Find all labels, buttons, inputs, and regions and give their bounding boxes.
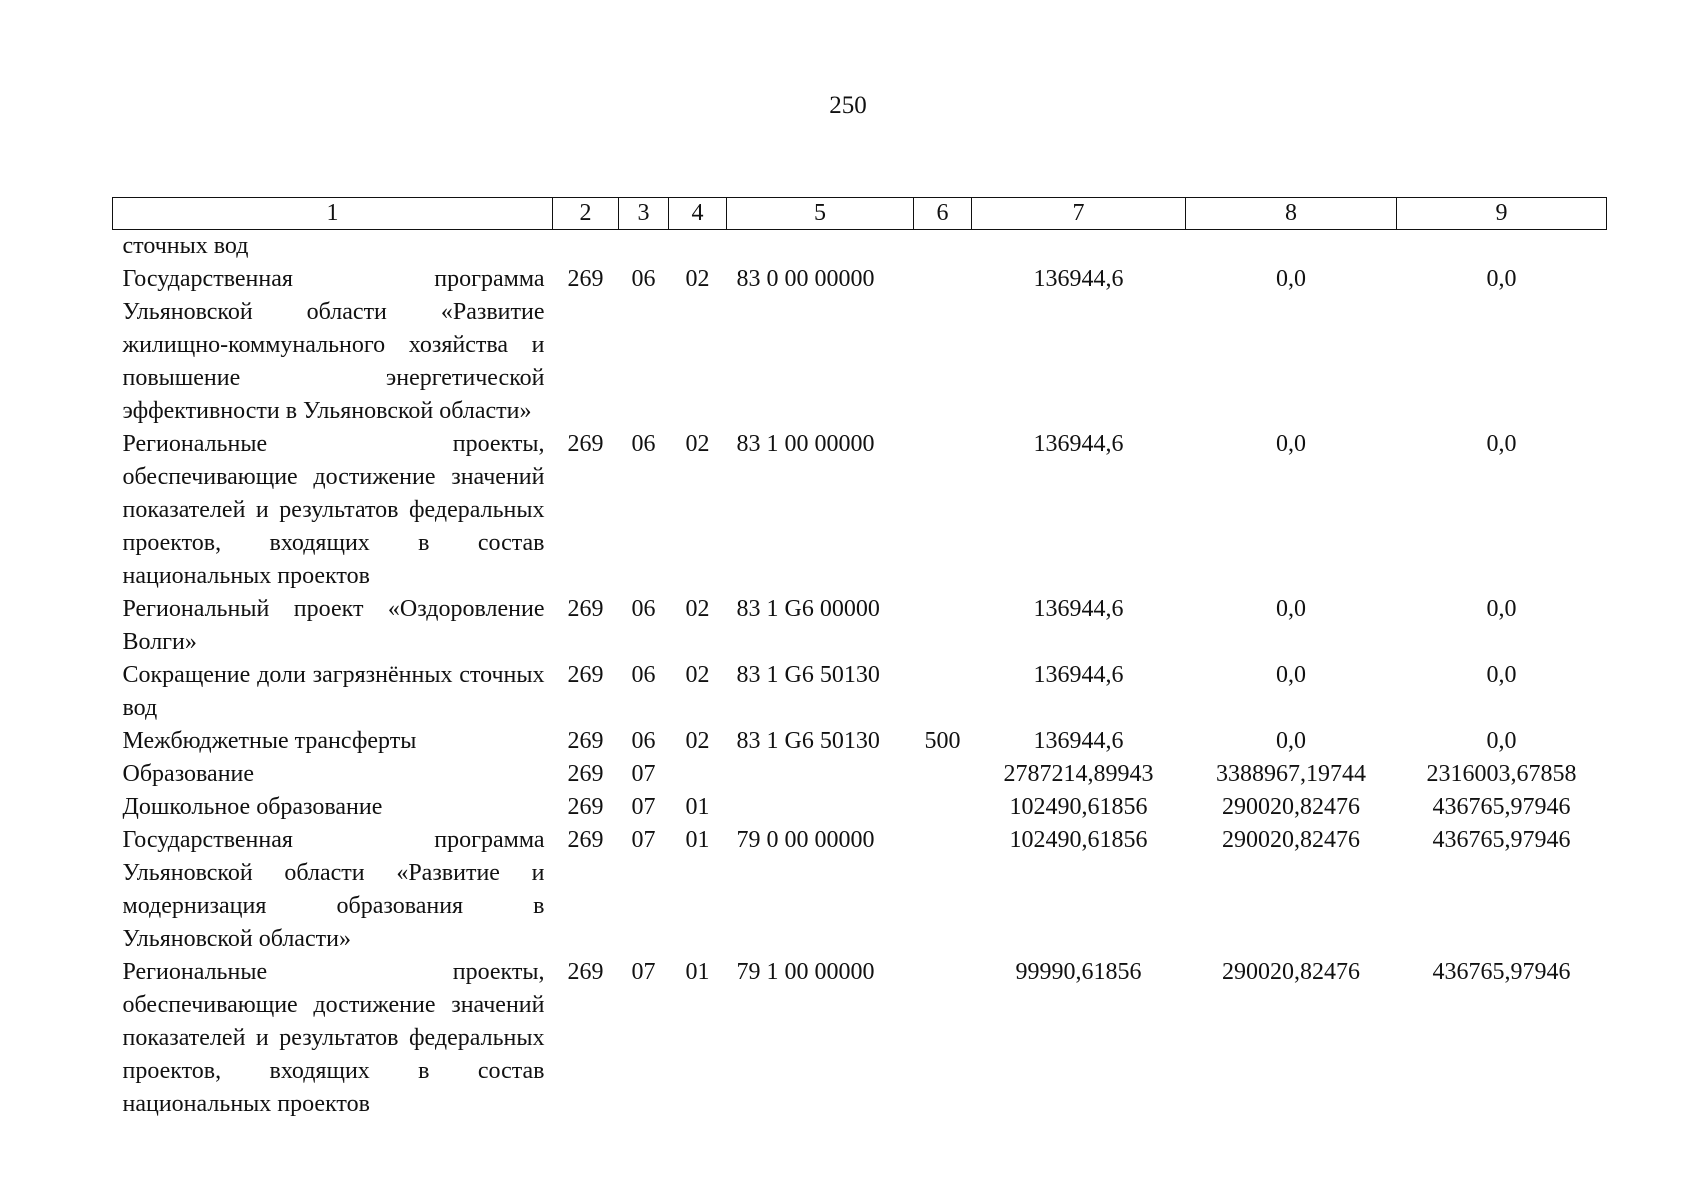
cell-expense-type <box>914 659 972 725</box>
cell-section-code: 06 <box>631 431 656 457</box>
cell-amount-col8: 290020,82476 <box>1222 827 1360 853</box>
cell-target-article <box>727 791 914 824</box>
table-row <box>113 593 1607 659</box>
table-row <box>113 263 1607 428</box>
cell-amount-col9: 0,0 <box>1486 662 1517 688</box>
cell-target-article <box>727 230 914 264</box>
cell-ministry-code: 269 <box>567 794 604 820</box>
page-number: 250 <box>829 92 867 119</box>
cell-amount-col9: 436765,97946 <box>1432 959 1571 985</box>
cell-amount-col7: 136944,6 <box>1033 662 1124 688</box>
row-name: Государственная программа Ульяновской области «Развитие и модернизация образования в Ульяновской области» <box>122 827 545 952</box>
row-name: Региональные проекты, обеспечивающие достижение значений показателей и результатов федеральных проектов, входящих в состав национальных проектов <box>122 431 545 589</box>
cell-amount-col8: 0,0 <box>1276 662 1306 688</box>
cell-target-article: 83 1 G6 50130 <box>736 662 880 688</box>
row-name: Государственная программа Ульяновской области «Развитие жилищно-коммунального хозяйства и повышение энергетической эффективности в Ульяновской области» <box>122 266 545 424</box>
cell-amount-col7: 136944,6 <box>1033 596 1124 622</box>
cell-amount-col9: 0,0 <box>1486 431 1517 457</box>
cell-target-article: 83 1 00 00000 <box>736 431 875 457</box>
cell-section-code: 06 <box>631 728 656 754</box>
budget-table <box>112 197 1607 1121</box>
cell-subsection-code: 02 <box>685 431 710 457</box>
budget-table-container <box>112 197 1606 1121</box>
cell-subsection-code: 02 <box>685 662 710 688</box>
cell-section-code: 07 <box>631 761 656 787</box>
cell-amount-col8: 3388967,19744 <box>1216 761 1366 787</box>
row-name: Региональные проекты, обеспечивающие достижение значений показателей и результатов федеральных проектов, входящих в состав национальных проектов <box>122 959 545 1117</box>
cell-amount-col7: 102490,61856 <box>1009 827 1148 853</box>
column-header-7: 7 <box>972 198 1186 230</box>
cell-target-article: 79 0 00 00000 <box>736 827 875 853</box>
cell-amount-col9: 436765,97946 <box>1432 827 1571 853</box>
cell-amount-col7: 102490,61856 <box>1009 794 1148 820</box>
column-header-1: 1 <box>113 198 553 230</box>
cell-subsection-code: 01 <box>685 794 710 820</box>
cell-target-article: 83 1 G6 00000 <box>736 596 880 622</box>
cell-amount-col7: 99990,61856 <box>1015 959 1142 985</box>
cell-ministry-code: 269 <box>567 431 604 457</box>
column-header-4: 4 <box>669 198 727 230</box>
header-row <box>113 198 1607 230</box>
cell-subsection-code: 01 <box>685 959 710 985</box>
cell-section-code: 06 <box>631 596 656 622</box>
cell-target-article <box>727 758 914 791</box>
table-row <box>113 758 1607 791</box>
cell-amount-col8 <box>1186 230 1397 264</box>
column-header-3: 3 <box>619 198 669 230</box>
cell-expense-type <box>914 263 972 428</box>
row-name: Дошкольное образование <box>122 794 383 820</box>
column-header-6: 6 <box>914 198 972 230</box>
cell-amount-col9: 0,0 <box>1486 266 1517 292</box>
column-header-8: 8 <box>1186 198 1397 230</box>
table-row <box>113 824 1607 956</box>
table-row <box>113 956 1607 1121</box>
row-name: сточных вод <box>122 233 249 259</box>
cell-amount-col8: 290020,82476 <box>1222 794 1360 820</box>
cell-subsection-code <box>669 230 727 264</box>
table-body <box>113 230 1607 1122</box>
row-name: Межбюджетные трансферты <box>122 728 417 754</box>
cell-amount-col8: 0,0 <box>1276 728 1306 754</box>
cell-amount-col9: 0,0 <box>1486 728 1517 754</box>
cell-amount-col7 <box>972 230 1186 264</box>
row-name: Региональный проект «Оздоровление Волги» <box>122 596 545 655</box>
cell-ministry-code: 269 <box>567 959 604 985</box>
cell-amount-col7: 136944,6 <box>1033 266 1124 292</box>
cell-expense-type <box>914 956 972 1121</box>
cell-amount-col7: 136944,6 <box>1033 728 1124 754</box>
cell-expense-type: 500 <box>924 728 961 754</box>
cell-amount-col7: 2787214,89943 <box>1003 761 1154 787</box>
cell-subsection-code: 02 <box>685 596 710 622</box>
table-row <box>113 791 1607 824</box>
cell-section-code: 06 <box>631 266 656 292</box>
cell-expense-type <box>914 428 972 593</box>
cell-ministry-code: 269 <box>567 266 604 292</box>
cell-amount-col8: 0,0 <box>1276 596 1306 622</box>
cell-expense-type <box>914 824 972 956</box>
row-name: Сокращение доли загрязнённых сточных вод <box>122 662 545 721</box>
cell-ministry-code: 269 <box>567 728 604 754</box>
table-row <box>113 659 1607 725</box>
table-header <box>113 198 1607 230</box>
cell-subsection-code <box>669 758 727 791</box>
cell-target-article: 79 1 00 00000 <box>736 959 875 985</box>
cell-amount-col8: 0,0 <box>1276 431 1306 457</box>
cell-ministry-code: 269 <box>567 827 604 853</box>
cell-amount-col7: 136944,6 <box>1033 431 1124 457</box>
cell-amount-col8: 290020,82476 <box>1222 959 1360 985</box>
cell-section-code: 07 <box>631 959 656 985</box>
cell-section-code: 07 <box>631 827 656 853</box>
table-row <box>113 230 1607 264</box>
column-header-9: 9 <box>1397 198 1607 230</box>
cell-expense-type <box>914 791 972 824</box>
cell-section-code: 06 <box>631 662 656 688</box>
cell-target-article: 83 1 G6 50130 <box>736 728 880 754</box>
cell-subsection-code: 01 <box>685 827 710 853</box>
cell-subsection-code: 02 <box>685 266 710 292</box>
table-row <box>113 428 1607 593</box>
cell-amount-col9: 0,0 <box>1486 596 1517 622</box>
cell-target-article: 83 0 00 00000 <box>736 266 875 292</box>
table-row <box>113 725 1607 758</box>
cell-ministry-code: 269 <box>567 662 604 688</box>
cell-expense-type <box>914 593 972 659</box>
cell-section-code <box>619 230 669 264</box>
cell-amount-col8: 0,0 <box>1276 266 1306 292</box>
cell-amount-col9: 436765,97946 <box>1432 794 1571 820</box>
cell-ministry-code: 269 <box>567 596 604 622</box>
cell-expense-type <box>914 230 972 264</box>
cell-expense-type <box>914 758 972 791</box>
cell-ministry-code: 269 <box>567 761 604 787</box>
cell-amount-col9 <box>1397 230 1607 264</box>
column-header-5: 5 <box>727 198 914 230</box>
cell-ministry-code <box>553 230 619 264</box>
cell-amount-col9: 2316003,67858 <box>1426 761 1577 787</box>
row-name: Образование <box>122 761 255 787</box>
cell-section-code: 07 <box>631 794 656 820</box>
column-header-2: 2 <box>553 198 619 230</box>
cell-subsection-code: 02 <box>685 728 710 754</box>
